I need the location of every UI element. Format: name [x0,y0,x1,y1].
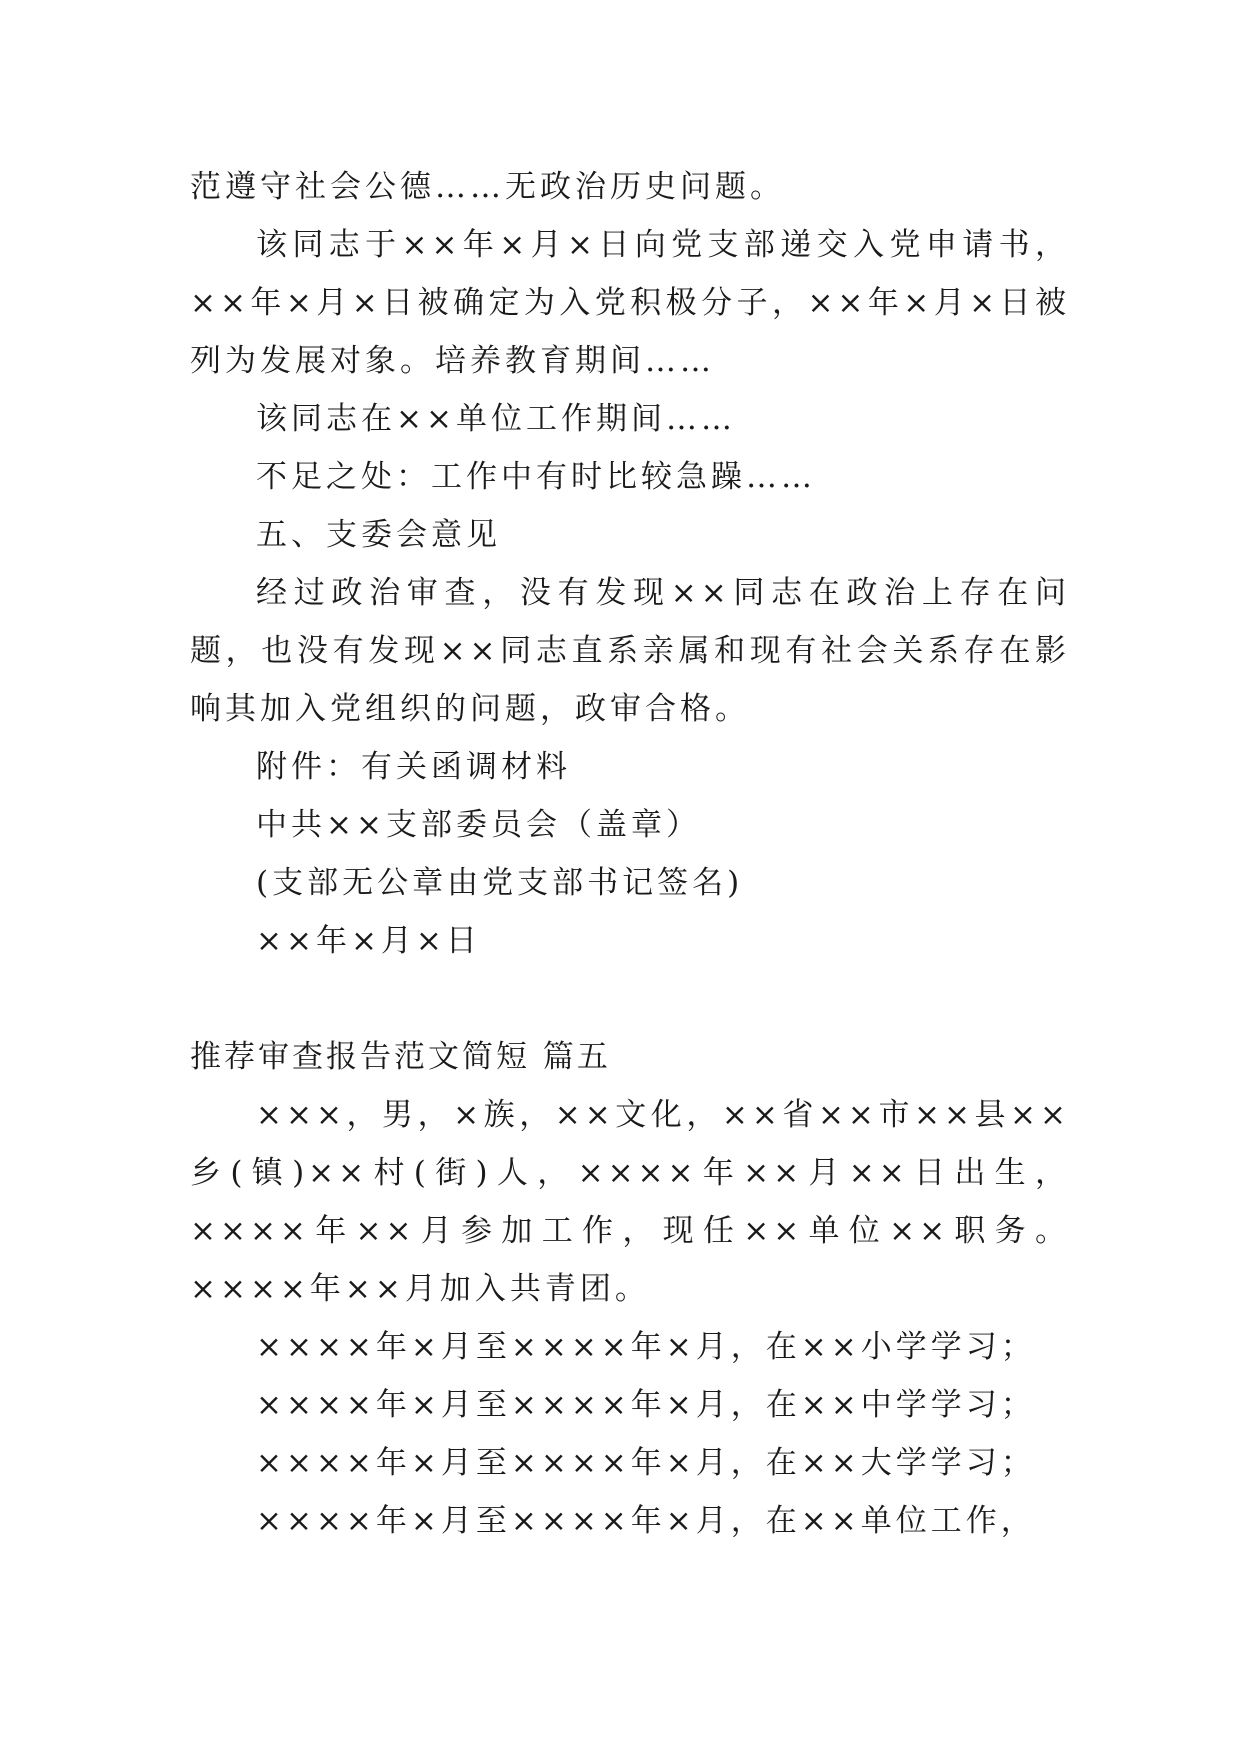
signature-note: (支部无公章由党支部书记签名) [256,865,744,901]
attachment-line: 附件：有关函调材料 [256,749,571,785]
paragraph: 该同志于××年×月×日向党支部递交入党申请书，××年×月×日被确定为入党积极分子，××年×月×日被列为发展对象。培养教育期间…… [190,227,1070,379]
history-line: ××××年×月至××××年×月，在××大学学习； [256,1445,1036,1481]
section-spacer [190,970,1070,1028]
signature-org: 中共××支部委员会（盖章） [256,807,701,843]
paragraph: 经过政治审查，没有发现××同志在政治上存在问题，也没有发现××同志直系亲属和现有社会关系存在影响其加入党组织的问题，政审合格。 [190,575,1070,727]
paragraph: ×××，男，×族，××文化，××省××市××县××乡(镇)××村(街)人，××××年××月××日出生，××××年××月参加工作，现任××单位××职务。××××年××月加入共青团。 [190,1097,1070,1307]
section-subheading: 五、支委会意见 [256,517,501,553]
history-line: ××××年×月至××××年×月，在××中学学习； [256,1387,1036,1423]
paragraph: 范遵守社会公德……无政治历史问题。 [190,169,785,205]
history-line: ××××年×月至××××年×月，在××小学学习； [256,1329,1036,1365]
paragraph: 不足之处：工作中有时比较急躁…… [256,459,816,495]
paragraph: 该同志在××单位工作期间…… [256,401,736,437]
document-body [190,158,1070,1550]
history-line: ××××年×月至××××年×月，在××单位工作， [256,1503,1036,1539]
section-title: 推荐审查报告范文简短 篇五 [190,1039,611,1075]
signature-date: ××年×月×日 [256,923,481,959]
